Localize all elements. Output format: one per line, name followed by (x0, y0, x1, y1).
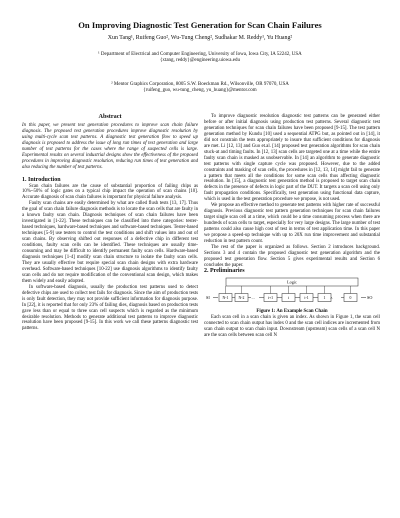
right-paragraph-4: Each scan cell in a scan chain is given an index. As shown in Figure 1, the scan cell connected to scan chain output has index 0 and the scan cell indices are incremented from scan chain output to scan chain input. Downstream (upstream) scan cells of a scan cell N are the scan cells between scan cell N (204, 314, 380, 338)
right-paragraph-3: The rest of the paper is organized as follows. Section 2 introduces background. Sections 3 and 4 contain the proposed diagnostic test generation algorithm and the proposed test generation flow. Section 5 gives experimental results and Section 6 concludes the paper. (204, 244, 380, 268)
left-column (22, 114, 198, 332)
scan-cell-label: N-1 (222, 295, 229, 300)
scan-chain-figure (204, 277, 380, 308)
right-column (204, 114, 380, 339)
scan-cell-label: i+1 (267, 295, 274, 300)
chain-ellipsis-1: ... (251, 294, 255, 300)
abstract-heading: Abstract (98, 113, 122, 120)
scan-cell-label: 0 (349, 295, 352, 300)
intro-paragraph-3: In software-based diagnosis, usually the production test patterns used to detect defective chips are used to collect test fails for diagnosis. Since the aim of production tests is only fault detection, they may not provide sufficient information for diagnosis purpose. In [22], it is reported that for only 23% of failing dies, diagnosis based on production tests gave less than or equal to three scan cell suspects which is regarded as the minimum desirable resolution. Methods to generate additional test patterns to improve diagnostic resolution have been proposed [9-15]. In this work we call these patterns diagnostic test patterns. (22, 284, 198, 332)
scan-cell-label: i-1 (304, 295, 309, 300)
figure-1-caption: Figure 1: An Example Scan Chain (256, 308, 328, 314)
scan-out-label: SO (367, 294, 373, 300)
scan-chain-diagram (204, 277, 380, 308)
right-paragraph-2: We propose an effective method to generate test patterns with higher rate of successful diagnosis. Previous diagnostic test pattern generation techniques for scan chain failures target single scan cell at a time, which could be a time consuming process when there are hundreds of scan cells to target, especially for very large designs. The large number of test patterns could also cause high cost of test in terms of test application time. In this paper we propose a speed-up technique with up to 20X run time improvement and substantial reduction in test pattern count. (204, 203, 380, 245)
section-1-heading: 1. Introduction (22, 176, 61, 183)
scan-cell-label: i (287, 295, 290, 300)
scan-cell-label: 1 (323, 295, 326, 300)
intro-paragraph-2: Faulty scan chains are easily determined by what are called flush tests [13, 17]. Thus the goal of scan chain failure diagnosis methods is to locate the scan cells that are faulty in a known faulty scan chain. Diagnosis techniques of scan chain failures have been investigated in [1-22]. These techniques can be classified into three categories: tester-based techniques, hardware-based techniques and software-based techniques. Tester-based techniques [5-9] use testers to control the test conditions and shift values into and out of scan chains. By observing shifted out responses of a defective chip in different test conditions, faulty scan cells can be identified. These techniques are usually time-consuming and may be difficult to identify permanent faulty scan cells. Hardware-based diagnosis techniques [1-4] modify scan chain structure to isolate the faulty scan cells. They are usually effective but require special scan chain designs with extra hardware overhead. Software-based techniques [10-22] use diagnosis algorithms to identify faulty scan cells and do not require modification of the conventional scan design, which makes them widely and easily adopted. (22, 201, 198, 284)
affiliation-1-address: ¹ Department of Electrical and Computer Engineering, University of Iowa, Iowa City, IA 52242, USA (98, 52, 302, 57)
affiliation-2 (0, 82, 400, 95)
section-2-heading: 2. Preliminaries (204, 267, 245, 274)
chain-ellipsis-2: ... (330, 294, 334, 300)
abstract-text: In this paper, we present test generation procedures to improve scan chain failure diagnosis. The proposed test generation procedures improve diagnostic resolution by using multi-cycle scan test patterns. A diagnostic test generation flow to speed up diagnosis is proposed to address the issue of long run times of test generation and large number of test patterns for the cases where the range of suspected cells is large. Experimental results on several industrial designs show the effectiveness of the proposed procedures in improving diagnostic resolution, reducing run times of test generation and also reducing the number of test patterns. (22, 122, 198, 170)
logic-label: Logic (287, 279, 297, 285)
affiliation-1-emails: {xtang, reddy}@engineering.uiowa.edu (160, 58, 240, 64)
affiliation-2-emails: {ruifeng_guo, wu-tung_cheng, yu_huang}@mentor.com (143, 88, 257, 94)
paper-title: On Improving Diagnostic Test Generation for Scan Chain Failures (78, 20, 322, 30)
scan-in-label: SI (206, 294, 210, 300)
affiliation-1 (0, 52, 400, 65)
right-paragraph-1: To improve diagnostic resolution diagnostic test patterns can be generated either before or after initial diagnosis using production test patterns. Several diagnostic test generation techniques for scan chain failures have been proposed [9-15]. The test pattern generation method by Kundu [10] used a sequential ATPG but, as pointed out in [14], it did not constrain the tests appropriately to insure that sufficient conditions for diagnosis are met. Li [12, 13] and Guo et.al. [14] proposed test generation algorithms for scan chain stuck-at and timing faults. In [12, 13] scan cells are targeted one at a time while the entire faulty scan chain is masked as unobservable. In [14] an algorithm to generate diagnostic test patterns with single capture cycle was proposed. However, due to the added constraints and masking of scan cells, the procedures in [12, 13, 14] might fail to generate a pattern that meets all the conditions for some scan cells thus affecting diagnostic resolution. In [15], a diagnostic test generation method is proposed to target scan chain defects in the presence of defects in logic part of the DUT. It targets a scan cell using only fault propagation conditions. Specifically, test generation using functional data capture, which is used in the test generation procedure we propose, is not used. (204, 114, 380, 203)
scan-cell-label: N-2 (238, 295, 245, 300)
intro-paragraph-1: Scan chain failures are the cause of substantial proportion of failing chips as 10%~50% of logic gates on a typical chip impact the operation of scan chains [10]. Accurate diagnosis of scan chain failures is important for physical failure analysis. (22, 183, 198, 201)
author-list: Xun Tang¹, Ruifeng Guo², Wu-Tung Cheng², Sudhakar M. Reddy¹, Yu Huang² (107, 35, 293, 41)
affiliation-2-address: ² Mentor Graphics Corporation, 8005 S.W. Boeckman Rd., Wilsonville, OR 97070, USA (111, 82, 289, 87)
